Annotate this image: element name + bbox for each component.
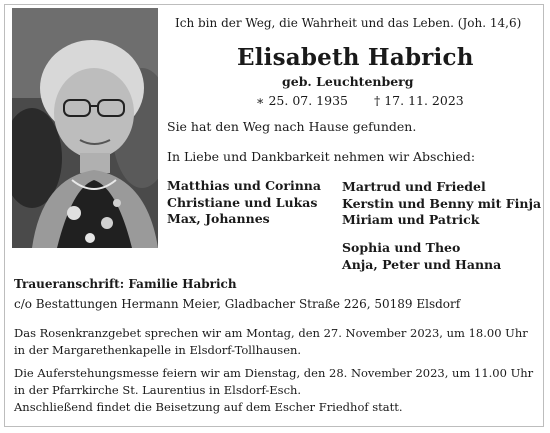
mourner: Sophia und Theo [342,240,461,255]
address-title: Traueranschrift: Familie Habrich [14,277,237,291]
paragraph-line: Die Auferstehungsmesse feiern wir am Dienstag, den 28. November 2023, um 11.00 Uhr [14,366,534,380]
address-line: c/o Bestattungen Hermann Meier, Gladbacher Straße 226, 50189 Elsdorf [14,297,461,311]
life-dates [256,93,464,108]
rosary-paragraph [14,325,528,359]
mass-paragraph [14,365,533,416]
maiden-name: geb. Leuchtenberg [282,74,414,89]
family-right [342,179,541,229]
deceased-name: Elisabeth Habrich [237,44,474,71]
paragraph-line: Anschließend findet die Beisetzung auf dem Escher Friedhof statt. [14,400,403,414]
paragraph-line: in der Pfarrkirche St. Laurentius in Elsdorf-Esch. [14,383,302,397]
mourner: Christiane und Lukas [167,194,318,210]
paragraph-line: in der Margarethenkapelle in Elsdorf-Tollhausen. [14,343,302,357]
mourner: Anja, Peter und Hanna [342,256,502,272]
death-date: † 17. 11. 2023 [374,93,464,108]
farewell-line: Sie hat den Weg nach Hause gefunden. [167,119,417,134]
paragraph-line: Das Rosenkranzgebet sprechen wir am Montag, den 27. November 2023, um 18.00 Uhr [14,326,528,340]
bible-quote: Ich bin der Weg, die Wahrheit und das Leben. (Joh. 14,6) [175,16,522,30]
mourner: Kerstin und Benny mit Finja [342,195,542,211]
birth-date: ∗ 25. 07. 1935 [256,93,348,108]
portrait-photo [12,8,158,248]
gratitude-line: In Liebe und Dankbarkeit nehmen wir Abschied: [167,149,476,164]
mourner: Matthias und Corinna [167,178,321,193]
mourner: Max, Johannes [167,211,270,226]
family-left [167,178,321,228]
family-right-lower [342,240,501,273]
mourner: Miriam und Patrick [342,212,480,227]
mourner: Martrud und Friedel [342,179,486,194]
